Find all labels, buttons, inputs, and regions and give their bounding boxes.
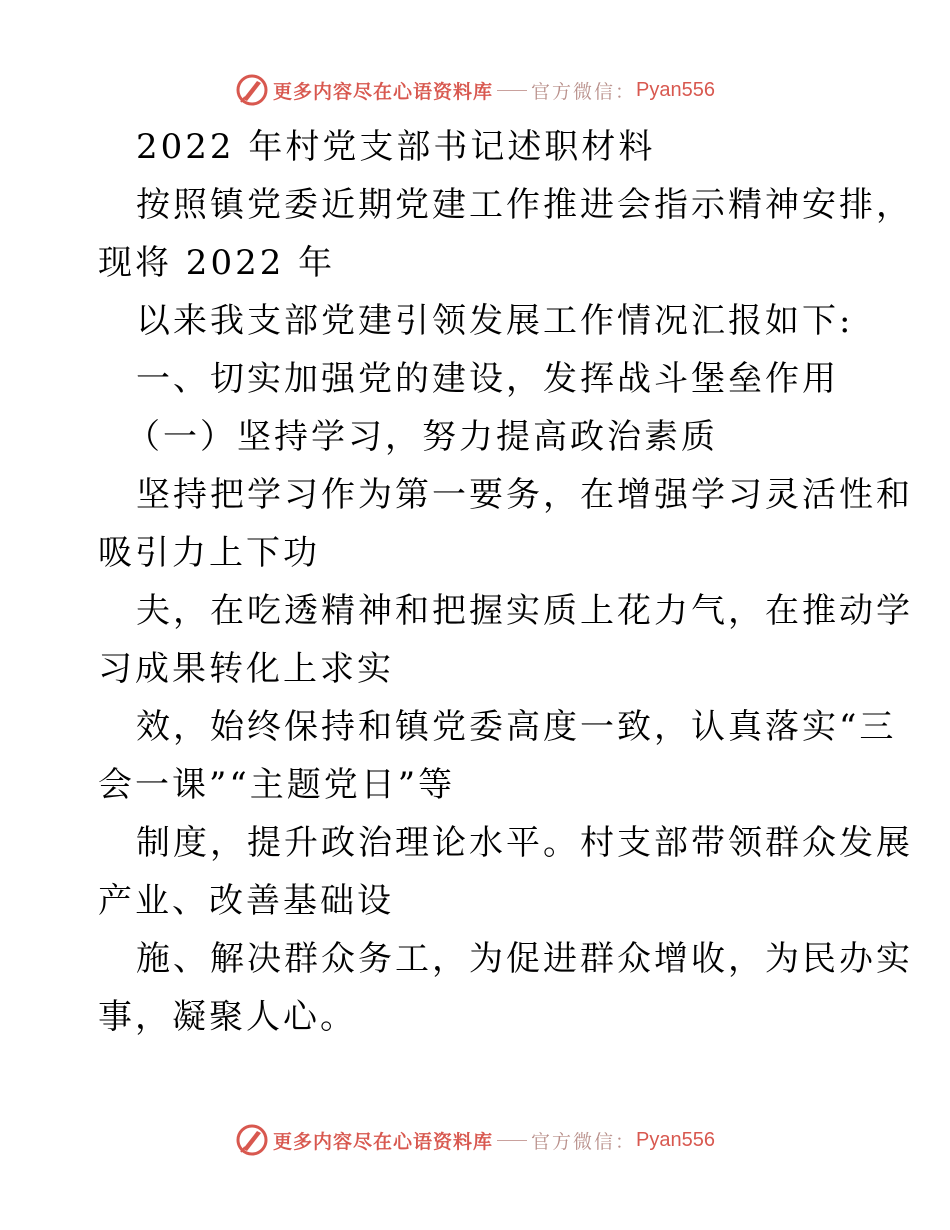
- paragraph-line: 会一课”“主题党日”等: [98, 765, 456, 805]
- paragraph-line: 坚持把学习作为第一要务，在增强学习灵活性和: [136, 475, 913, 515]
- paragraph-line: 以来我支部党建引领发展工作情况汇报如下:: [136, 301, 854, 341]
- paragraph-line: 施、解决群众务工，为促进群众增收，为民办实: [136, 939, 913, 979]
- document-body: [98, 118, 913, 1046]
- paragraph-line: 吸引力上下功: [98, 533, 320, 573]
- paragraph-line: 效，始终保持和镇党委高度一致，认真落实“三: [136, 707, 897, 747]
- header-banner: [0, 70, 950, 110]
- banner-wechat-id: Pyan556: [636, 1128, 715, 1151]
- subsection-heading: （一）坚持学习，努力提高政治素质: [126, 417, 718, 457]
- section-heading: 一、切实加强党的建设，发挥战斗堡垒作用: [136, 359, 839, 399]
- banner-wechat-label: 官方微信：: [531, 80, 637, 103]
- paragraph-line: 事，凝聚人心。: [98, 997, 357, 1037]
- banner-divider: [497, 1140, 527, 1141]
- quill-logo-icon: [235, 1123, 269, 1157]
- paragraph-line: 夫，在吃透精神和把握实质上花力气，在推动学: [136, 591, 913, 631]
- banner-text: 更多内容尽在心语资料库: [273, 80, 494, 103]
- paragraph-line: 现将 2022 年: [98, 243, 336, 283]
- banner-wechat-id: Pyan556: [636, 78, 715, 101]
- banner-divider: [497, 90, 527, 91]
- banner-wechat-label: 官方微信：: [531, 1130, 637, 1153]
- paragraph-line: 习成果转化上求实: [98, 649, 394, 689]
- document-title: 2022 年村党支部书记述职材料: [136, 127, 656, 167]
- footer-banner: [0, 1120, 950, 1160]
- paragraph-line: 制度，提升政治理论水平。村支部带领群众发展: [136, 823, 913, 863]
- quill-logo-icon: [235, 73, 269, 107]
- banner-text: 更多内容尽在心语资料库: [273, 1130, 494, 1153]
- paragraph-line: 产业、改善基础设: [98, 881, 394, 921]
- paragraph-line: 按照镇党委近期党建工作推进会指示精神安排，: [136, 185, 913, 225]
